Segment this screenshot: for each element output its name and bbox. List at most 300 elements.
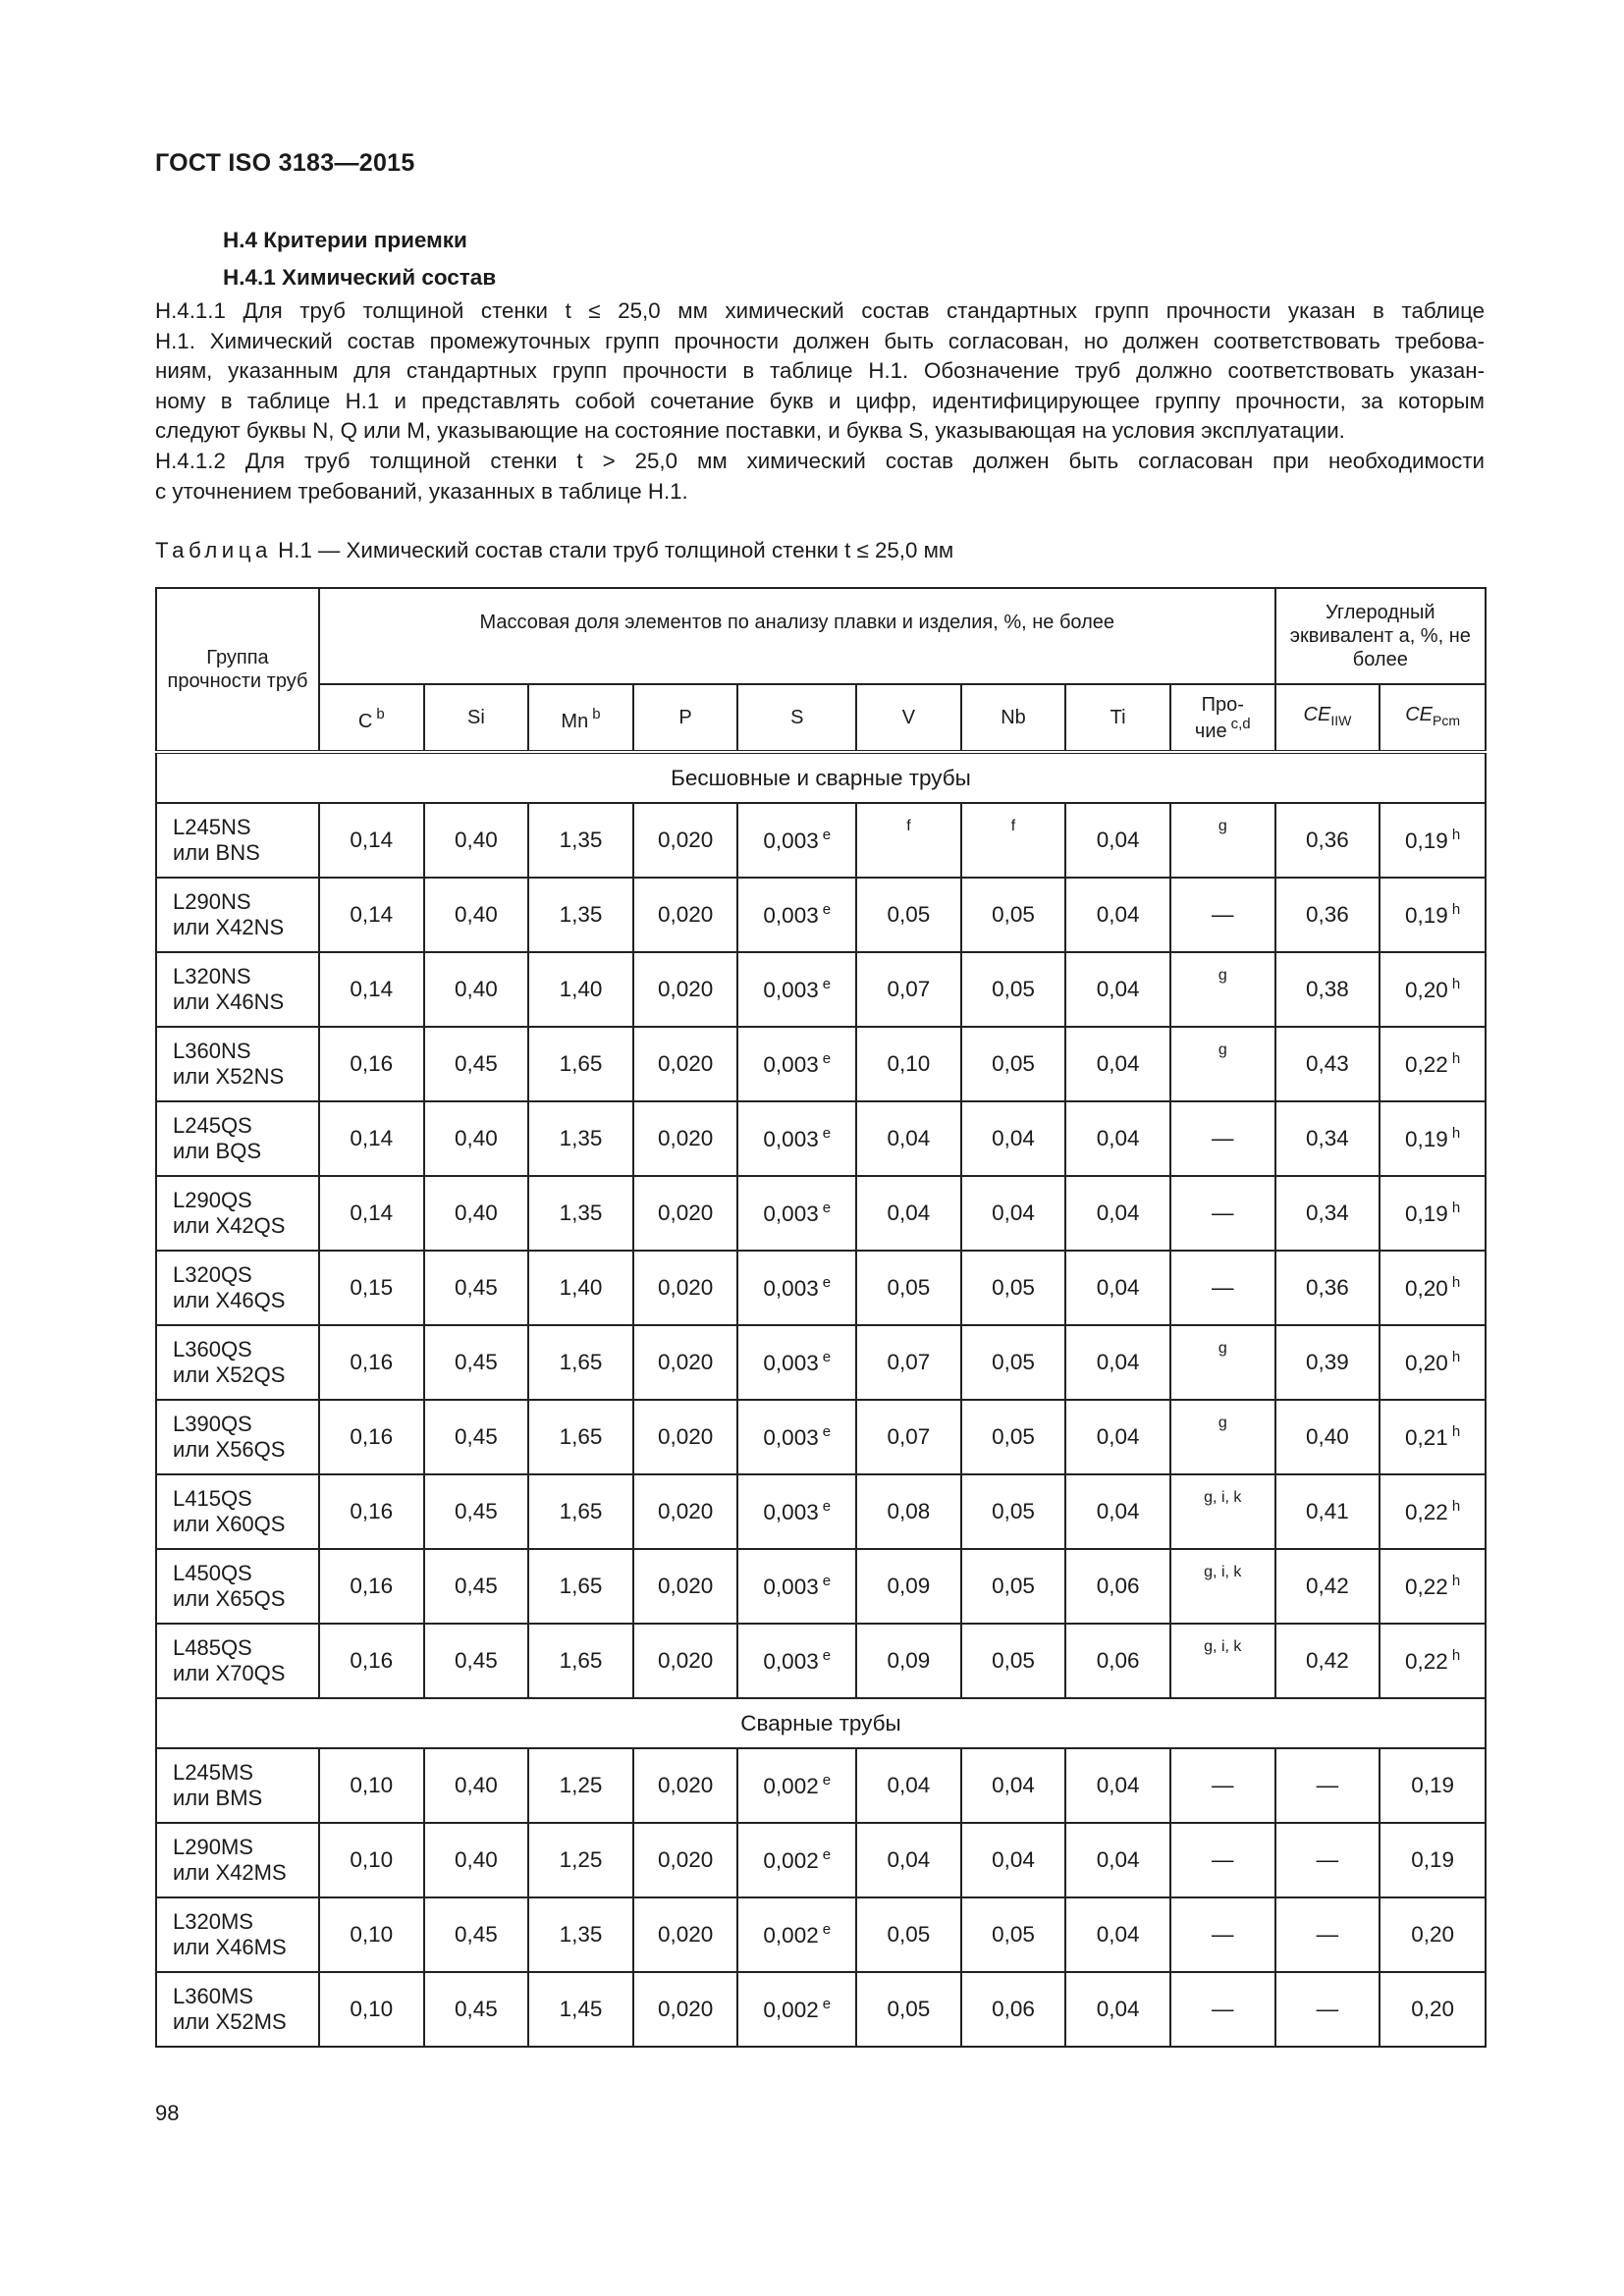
cell-value: 0,020 [657,1051,714,1076]
cell-footnote: e [822,1573,832,1589]
cell-value: 0,04 [992,1847,1035,1872]
cell-value: 0,10 [350,1922,394,1947]
table-row [156,1897,1486,1972]
paragraph-line: H.4.1.2 Для труб толщиной стенки t > 25,0 мм химический состав должен быть согласован при необходимости [155,449,1485,473]
value-cell-mn [528,1400,633,1474]
cell-value: 0,020 [657,1275,714,1300]
cell-value: 0,07 [887,977,931,1001]
cell-value: 0,04 [1096,1424,1140,1449]
cell-value: — [1212,1773,1234,1797]
table-row [156,1027,1486,1101]
cell-value: 0,003 [763,1276,819,1301]
cell-value: 0,45 [454,1997,498,2021]
value-cell-other [1170,878,1275,952]
cell-value: 1,35 [559,902,603,927]
value-cell-mn [528,1823,633,1897]
cell-value: 0,40 [454,1201,498,1225]
cell-footnote: e [822,1349,832,1365]
value-cell-nb [961,1748,1066,1823]
cell-value: — [1212,1275,1234,1300]
cell-value: 1,25 [559,1847,603,1872]
paragraph-line: ному в таблице H.1 и представлять собой сочетание букв и цифр, идентифицирующее группу прочности, за которым [155,388,1485,413]
header-col-label: Ti [1110,707,1126,728]
cell-value: 1,45 [559,1997,603,2021]
cell-value: 0,04 [992,1201,1035,1225]
value-cell-p [633,1897,738,1972]
value-cell-cepcm [1380,1897,1486,1972]
grade-alt-name: или X52MS [173,2009,287,2034]
cell-value: 0,003 [763,978,819,1002]
grade-alt-name: или X52QS [173,1362,286,1387]
grade-alt-name: или X46NS [173,989,285,1014]
cell-value: 0,002 [763,1998,819,2022]
header-col-subscript: IIW [1330,713,1352,728]
cell-value: 0,003 [763,903,819,928]
value-cell-ti [1065,1972,1170,2047]
cell-value: 0,42 [1306,1574,1349,1598]
value-cell-ceiiw [1275,1748,1380,1823]
value-cell-s [737,1400,856,1474]
grade-cell [156,1549,319,1624]
value-cell-other [1170,952,1275,1027]
grade-cell [156,1176,319,1251]
value-cell-mn [528,1897,633,1972]
cell-value: 0,20 [1411,1922,1454,1947]
value-cell-mn [528,878,633,952]
section-row [156,1698,1486,1748]
header-col-label: Nb [1001,707,1026,728]
value-cell-ceiiw [1275,878,1380,952]
header-col [1275,684,1380,752]
cell-value: 0,10 [350,1997,394,2021]
grade-alt-name: или X42MS [173,1860,287,1885]
cell-value: 0,05 [992,1275,1035,1300]
value-cell-si [424,1101,529,1176]
cell-footnote: g, i, k [1204,1489,1242,1506]
cell-value: 0,41 [1306,1499,1349,1523]
header-col-label: Si [466,707,485,728]
value-cell-s [737,1624,856,1698]
grade-alt-name: или BNS [173,840,260,865]
cell-value: 0,05 [992,1499,1035,1523]
value-cell-ti [1065,952,1170,1027]
cell-footnote: e [822,1498,832,1515]
header-col-subscript: Pcm [1433,713,1460,728]
value-cell-p [633,1748,738,1823]
value-cell-v [856,952,961,1027]
cell-value: 0,04 [1096,1051,1140,1076]
value-cell-other [1170,1549,1275,1624]
value-cell-other [1170,803,1275,878]
cell-value: 0,40 [454,828,498,852]
cell-value: 0,04 [1096,1275,1140,1300]
grade-alt-name: или BQS [173,1139,261,1163]
value-cell-nb [961,1549,1066,1624]
value-cell-p [633,878,738,952]
value-cell-nb [961,952,1066,1027]
paragraph-line: ниям, указанным для стандартных групп прочности в таблице H.1. Обозначение труб должно соответствовать указан- [155,358,1485,384]
value-cell-p [633,1549,738,1624]
value-cell-other [1170,1474,1275,1549]
cell-value: 1,65 [559,1499,603,1523]
value-cell-v [856,1823,961,1897]
header-col-footnote: c,d [1230,715,1251,732]
value-cell-other [1170,1748,1275,1823]
cell-value: 0,40 [454,902,498,927]
cell-value: 0,04 [1096,1773,1140,1797]
header-col [1170,684,1275,752]
cell-value: 1,35 [559,1201,603,1225]
grade-cell [156,1624,319,1698]
cell-value: 0,020 [657,1126,714,1150]
value-cell-ceiiw [1275,1400,1380,1474]
grade-cell [156,1101,319,1176]
value-cell-nb [961,1474,1066,1549]
cell-value: 1,35 [559,828,603,852]
value-cell-p [633,1251,738,1325]
value-cell-s [737,1823,856,1897]
value-cell-si [424,803,529,878]
value-cell-s [737,1325,856,1400]
grade-alt-name: или X46MS [173,1935,287,1959]
grade-cell [156,1400,319,1474]
cell-value: 0,04 [1096,902,1140,927]
value-cell-ceiiw [1275,952,1380,1027]
cell-footnote: g [1218,967,1227,984]
cell-value: 0,05 [992,1424,1035,1449]
paragraph-line: следуют буквы N, Q или M, указывающие на состояние поставки, и буква S, указывающая на условия эксплуатации. [155,418,1345,444]
value-cell-s [737,1748,856,1823]
grade-alt-name: или X65QS [173,1586,286,1611]
table-caption-text: H.1 — Химический состав стали труб толщиной стенки t ≤ 25,0 мм [278,538,954,562]
cell-footnote: e [822,901,832,918]
value-cell-si [424,1400,529,1474]
paragraph-line: с уточнением требований, указанных в таблице H.1. [155,478,688,504]
value-cell-cepcm [1380,1251,1486,1325]
value-cell-other [1170,1897,1275,1972]
cell-footnote: e [822,976,832,992]
cell-footnote: h [1451,1573,1461,1589]
value-cell-p [633,1176,738,1251]
value-cell-cepcm [1380,1972,1486,2047]
value-cell-v [856,803,961,878]
cell-value: 0,020 [657,1574,714,1598]
cell-value: 0,05 [887,1275,931,1300]
cell-value: 0,04 [992,1773,1035,1797]
paragraph-line: H.1. Химический состав промежуточных групп прочности должен быть согласован, но должен соответствовать требова- [155,328,1485,353]
cell-value: 0,16 [350,1574,394,1598]
cell-value: 0,020 [657,1201,714,1225]
value-cell-s [737,1101,856,1176]
cell-value: 0,06 [1096,1574,1140,1598]
grade-name: L450QS [173,1561,252,1585]
cell-value: 0,09 [887,1574,931,1598]
cell-value: 0,06 [1096,1648,1140,1673]
grade-name: L245QS [173,1113,252,1138]
value-cell-cepcm [1380,1624,1486,1698]
cell-value: 0,003 [763,1127,819,1151]
value-cell-ceiiw [1275,1823,1380,1897]
value-cell-si [424,952,529,1027]
value-cell-p [633,1624,738,1698]
value-cell-nb [961,1176,1066,1251]
cell-value: 0,14 [350,977,394,1001]
cell-value: 0,14 [350,902,394,927]
cell-value: 0,003 [763,1425,819,1450]
section-heading-h4: H.4 Критерии приемки [223,228,467,252]
cell-value: 0,10 [887,1051,931,1076]
cell-value: 0,38 [1306,977,1349,1001]
value-cell-si [424,1624,529,1698]
cell-value: 1,35 [559,1126,603,1150]
cell-footnote: h [1451,1423,1461,1440]
value-cell-si [424,1549,529,1624]
value-cell-other [1170,1176,1275,1251]
value-cell-s [737,803,856,878]
value-cell-mn [528,1176,633,1251]
value-cell-si [424,1897,529,1972]
value-cell-v [856,1474,961,1549]
value-cell-nb [961,1325,1066,1400]
cell-value: 0,020 [657,902,714,927]
cell-value: 0,05 [887,1997,931,2021]
value-cell-si [424,1176,529,1251]
cell-footnote: g, i, k [1204,1638,1242,1655]
cell-value: 0,020 [657,1350,714,1374]
value-cell-mn [528,952,633,1027]
table-row [156,1748,1486,1823]
cell-value: 1,40 [559,1275,603,1300]
cell-value: — [1212,902,1234,927]
cell-value: 0,002 [763,1848,819,1873]
value-cell-nb [961,1897,1066,1972]
paragraph-line: H.4.1.1 Для труб толщиной стенки t ≤ 25,0 мм химический состав стандартных групп прочности указан в таблице [155,298,1485,323]
value-cell-ti [1065,1027,1170,1101]
value-cell-c [319,1101,424,1176]
cell-value: 0,14 [350,828,394,852]
value-cell-ti [1065,1101,1170,1176]
grade-name: L245NS [173,815,251,839]
cell-value: 0,05 [992,1648,1035,1673]
cell-value: 0,04 [1096,1201,1140,1225]
cell-footnote: e [822,827,832,843]
value-cell-c [319,1549,424,1624]
grade-name: L360MS [173,1984,253,2008]
value-cell-mn [528,1027,633,1101]
cell-value: 0,16 [350,1051,394,1076]
cell-value: 0,04 [887,1773,931,1797]
value-cell-s [737,878,856,952]
cell-value: 0,21 [1405,1425,1448,1450]
cell-value: 0,05 [887,1922,931,1947]
table-row [156,1176,1486,1251]
value-cell-ceiiw [1275,803,1380,878]
cell-value: 0,22 [1405,1052,1448,1077]
cell-value: 0,003 [763,1649,819,1674]
header-col [856,684,961,752]
cell-value: 0,20 [1405,1276,1448,1301]
value-cell-cepcm [1380,1748,1486,1823]
value-cell-s [737,1027,856,1101]
cell-value: — [1212,1997,1234,2021]
table-row [156,1624,1486,1698]
cell-value: 0,04 [1096,1499,1140,1523]
cell-value: 0,19 [1411,1773,1454,1797]
value-cell-p [633,1325,738,1400]
cell-value: 0,10 [350,1847,394,1872]
grade-alt-name: или X42NS [173,915,285,939]
value-cell-s [737,1897,856,1972]
value-cell-p [633,1101,738,1176]
paragraph-h411 [155,296,1485,447]
value-cell-ceiiw [1275,1251,1380,1325]
grade-alt-name: или X56QS [173,1437,286,1462]
cell-value: 0,45 [454,1499,498,1523]
value-cell-cepcm [1380,1400,1486,1474]
value-cell-ceiiw [1275,1549,1380,1624]
cell-value: 0,40 [454,1773,498,1797]
cell-value: 0,05 [992,1922,1035,1947]
cell-value: 0,07 [887,1350,931,1374]
cell-value: 0,36 [1306,828,1349,852]
cell-value: 0,09 [887,1648,931,1673]
grade-alt-name: или X70QS [173,1661,286,1685]
value-cell-mn [528,1549,633,1624]
value-cell-v [856,1748,961,1823]
table-row [156,803,1486,878]
grade-name: L485QS [173,1635,252,1660]
value-cell-v [856,1549,961,1624]
grade-cell [156,878,319,952]
cell-value: 0,19 [1405,1127,1448,1151]
value-cell-mn [528,1624,633,1698]
value-cell-cepcm [1380,1325,1486,1400]
cell-value: 0,20 [1411,1997,1454,2021]
value-cell-s [737,1972,856,2047]
cell-value: 0,20 [1405,978,1448,1002]
cell-value: 0,05 [887,902,931,927]
cell-footnote: g [1218,1415,1227,1431]
header-col [528,684,633,752]
cell-value: 0,42 [1306,1648,1349,1673]
value-cell-si [424,1474,529,1549]
value-cell-nb [961,1823,1066,1897]
value-cell-nb [961,1101,1066,1176]
value-cell-c [319,1474,424,1549]
value-cell-si [424,1972,529,2047]
cell-value: 0,45 [454,1648,498,1673]
cell-value: 0,22 [1405,1575,1448,1599]
grade-cell [156,1748,319,1823]
cell-footnote: e [822,1274,832,1291]
cell-footnote: g [1218,818,1227,834]
table-row [156,1325,1486,1400]
value-cell-c [319,1748,424,1823]
value-cell-v [856,1624,961,1698]
value-cell-si [424,1325,529,1400]
value-cell-s [737,1251,856,1325]
cell-value: 0,40 [454,977,498,1001]
value-cell-p [633,803,738,878]
cell-value: 1,65 [559,1648,603,1673]
cell-value: — [1212,1847,1234,1872]
value-cell-v [856,1972,961,2047]
cell-value: 0,19 [1405,828,1448,853]
section-row [156,752,1486,803]
value-cell-ceiiw [1275,1474,1380,1549]
cell-footnote: g [1218,1041,1227,1058]
value-cell-c [319,1176,424,1251]
cell-footnote: h [1451,901,1461,918]
cell-value: 0,04 [1096,977,1140,1001]
value-cell-nb [961,1624,1066,1698]
value-cell-other [1170,1400,1275,1474]
value-cell-ti [1065,878,1170,952]
cell-value: — [1212,1922,1234,1947]
value-cell-ti [1065,1400,1170,1474]
table-row [156,1400,1486,1474]
header-col [1380,684,1486,752]
header-col-label: C [357,710,373,732]
cell-value: 0,04 [1096,828,1140,852]
value-cell-cepcm [1380,1823,1486,1897]
value-cell-other [1170,1624,1275,1698]
value-cell-other [1170,1823,1275,1897]
cell-value: 0,16 [350,1424,394,1449]
table-subheader-row [156,684,1486,752]
value-cell-c [319,1972,424,2047]
value-cell-c [319,1823,424,1897]
grade-name: L320QS [173,1262,252,1287]
value-cell-ti [1065,1748,1170,1823]
cell-value: 0,40 [454,1847,498,1872]
header-col-label: S [790,707,804,728]
cell-value: 0,45 [454,1350,498,1374]
cell-value: 0,08 [887,1499,931,1523]
cell-value: 0,16 [350,1648,394,1673]
table-row [156,1823,1486,1897]
header-col [424,684,529,752]
cell-footnote: h [1451,1125,1461,1142]
cell-footnote: h [1451,1200,1461,1216]
table-row [156,952,1486,1027]
cell-value: 0,19 [1405,1201,1448,1226]
cell-value: 0,003 [763,1500,819,1524]
value-cell-other [1170,1101,1275,1176]
section-title: Бесшовные и сварные трубы [156,752,1486,803]
value-cell-ceiiw [1275,1176,1380,1251]
cell-value: 0,003 [763,1575,819,1599]
cell-value: 1,65 [559,1051,603,1076]
cell-footnote: f [906,818,911,834]
header-col-label: CE [1405,704,1433,725]
value-cell-mn [528,1325,633,1400]
value-cell-mn [528,1474,633,1549]
value-cell-ti [1065,1325,1170,1400]
header-col [737,684,856,752]
value-cell-nb [961,1027,1066,1101]
cell-value: 0,22 [1405,1649,1448,1674]
table-row [156,878,1486,952]
cell-footnote: e [822,1996,832,2012]
cell-value: 1,40 [559,977,603,1001]
cell-value: 0,16 [350,1350,394,1374]
value-cell-ti [1065,1897,1170,1972]
cell-value: 0,05 [992,977,1035,1001]
value-cell-c [319,1400,424,1474]
cell-footnote: e [822,1125,832,1142]
cell-value: — [1316,1922,1339,1947]
